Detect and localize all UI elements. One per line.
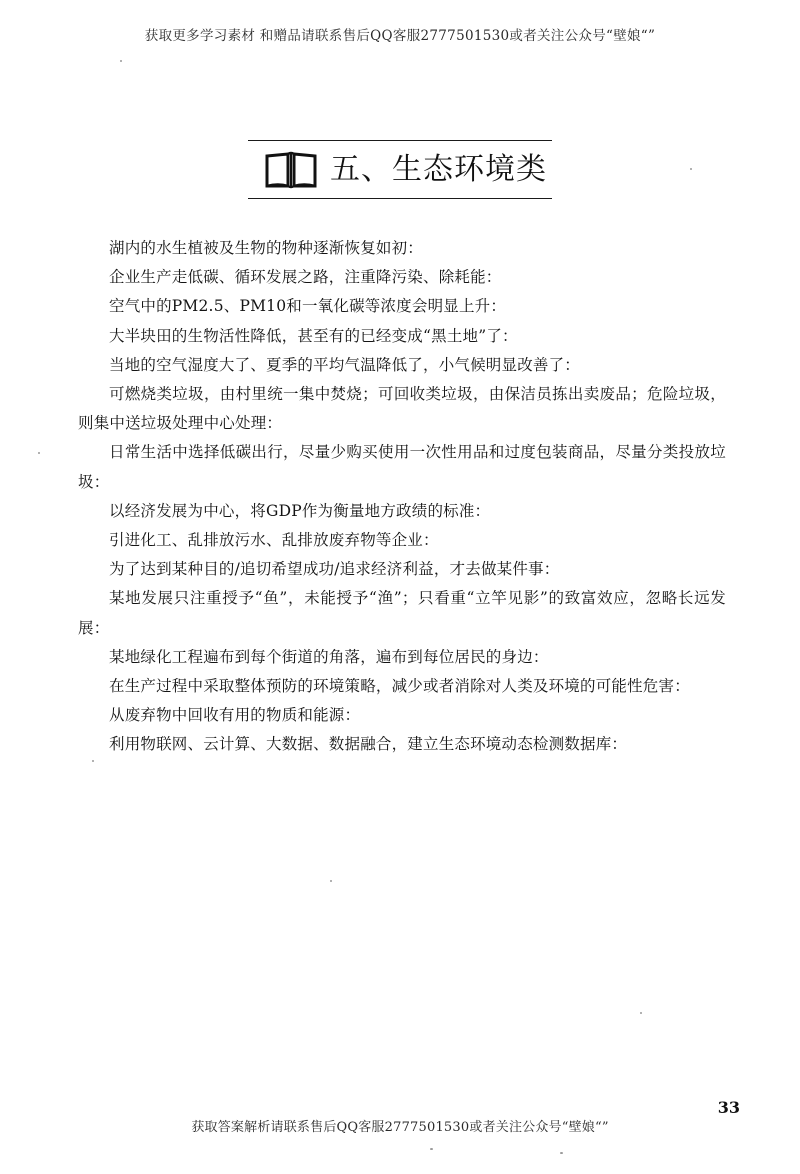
- body-line: 可燃烧类垃圾，由村里统一集中焚烧；可回收类垃圾，由保洁员拣出卖废品；危险垃圾，则集中送垃圾处理中心处理：: [78, 385, 726, 433]
- body-line: 引进化工、乱排放污水、乱排放废弃物等企业：: [109, 531, 439, 550]
- section-title: 五、生态环境类: [330, 152, 547, 187]
- heading-bottom-rule: [248, 198, 552, 199]
- scan-speck: [640, 1012, 642, 1014]
- footer-note: 获取答案解析请联系售后QQ客服2777501530或者关注公众号“壁娘“”: [191, 1120, 609, 1135]
- header-note: 获取更多学习素材 和赠品请联系售后QQ客服2777501530或者关注公众号“壁娘“”: [144, 28, 656, 44]
- page-number: 33: [717, 1098, 740, 1117]
- open-book-icon: [264, 150, 318, 190]
- body-line: 以经济发展为中心，将GDP作为衡量地方政绩的标准：: [109, 501, 491, 520]
- scan-speck: [430, 1148, 433, 1150]
- body-line: 在生产过程中采取整体预防的环境策略，减少或者消除对人类及环境的可能性危害：: [109, 677, 690, 696]
- body-line: 某地绿化工程遍布到每个街道的角落，遍布到每位居民的身边：: [109, 647, 549, 666]
- body-line: 湖内的水生植被及生物的物种逐渐恢复如初：: [109, 239, 424, 257]
- body-line: 企业生产走低碳、循环发展之路，注重降污染、除耗能：: [109, 268, 502, 287]
- body-line: 从废弃物中回收有用的物质和能源：: [109, 706, 361, 725]
- body-line: 某地发展只注重授予“鱼”，未能授予“渔”；只看重“立竿见影”的致富效应，忽略长远发展：: [78, 589, 726, 637]
- section-heading: [248, 140, 552, 200]
- body-line: 日常生活中选择低碳出行，尽量少购买使用一次性用品和过度包装商品，尽量分类投放垃圾：: [78, 443, 726, 491]
- heading-top-rule: [248, 140, 552, 141]
- scan-speck: [120, 60, 122, 62]
- scan-speck: [690, 168, 692, 170]
- scan-speck: [92, 760, 94, 762]
- body-lines: [78, 234, 726, 760]
- scan-speck: [38, 452, 40, 454]
- body-line: 空气中的PM2.5、PM10和一氧化碳等浓度会明显上升：: [109, 297, 507, 316]
- scan-speck: [560, 1152, 563, 1154]
- body-line: 利用物联网、云计算、大数据、数据融合，建立生态环境动态检测数据库：: [109, 735, 628, 754]
- body-line: 当地的空气湿度大了、夏季的平均气温降低了，小气候明显改善了：: [109, 355, 581, 374]
- scan-speck: [330, 880, 332, 882]
- body-line: 为了达到某种目的/追切希望成功/追求经济利益，才去做某件事：: [109, 560, 560, 579]
- body-line: 大半块田的生物活性降低，甚至有的已经变成“黑土地”了：: [109, 326, 518, 345]
